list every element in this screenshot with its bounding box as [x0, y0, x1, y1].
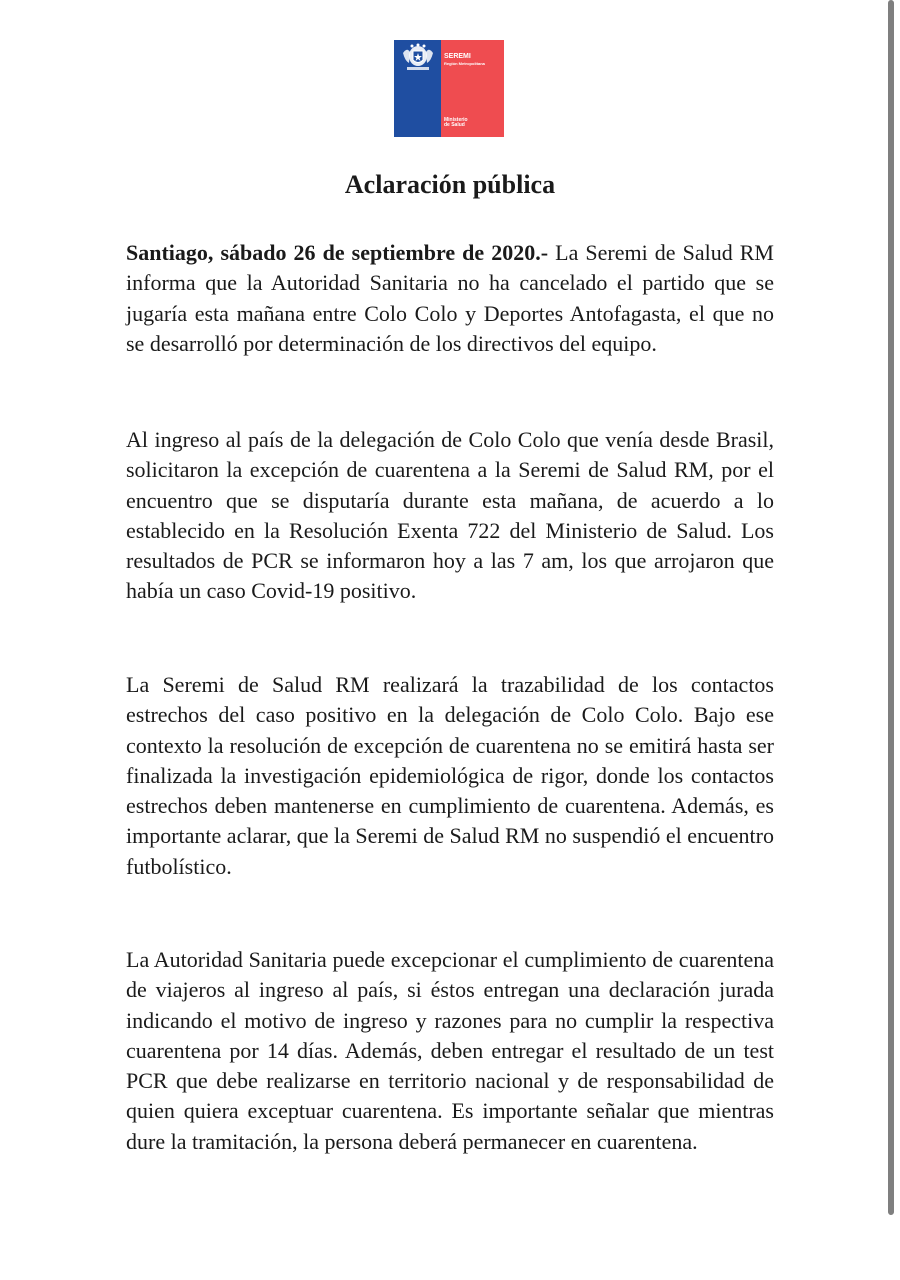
paragraph-3: La Seremi de Salud RM realizará la trazabilidad de los contactos estrechos del caso positivo en la delegación de Colo Colo. Bajo ese contexto la resolución de excepción de cuarentena no se emitirá hasta ser finalizada la investigación epidemiológica de rigor, donde los contactos estrechos deben mantenerse en cumplimiento de cuarentena. Además, es importante aclarar, que la Seremi de Salud RM no suspendió el encuentro futbolístico. [126, 672, 774, 879]
logo-ministry-line1: Ministerio [444, 117, 468, 123]
logo-region-text: Región Metropolitana [444, 61, 485, 66]
paragraph-2: Al ingreso al país de la delegación de Colo Colo que venía desde Brasil, solicitaron la excepción de cuarentena a la Seremi de Salud RM, por el encuentro que se disputaría durante esta mañana, de acuerdo a lo establecido en la Resolución Exenta 722 del Ministerio de Salud. Los resultados de PCR se informaron hoy a las 7 am, los que arrojaron que había un caso Covid-19 positivo. [126, 427, 774, 604]
logo-blue-panel [394, 40, 441, 137]
scrollbar[interactable] [888, 0, 894, 1215]
dateline: Santiago, sábado 26 de septiembre de 2020.- [126, 240, 549, 265]
coat-of-arms-icon [399, 43, 437, 75]
logo-brand-text: SEREMI [444, 53, 471, 60]
seremi-logo [394, 40, 504, 137]
document-title: Aclaración pública [344, 170, 556, 199]
logo-ministry-text [444, 118, 468, 129]
paragraph-1 [126, 238, 774, 359]
logo-ministry-line2: de Salud [444, 122, 465, 129]
paragraph-4: La Autoridad Sanitaria puede excepcionar el cumplimiento de cuarentena de viajeros al ingreso al país, si éstos entregan una declaración jurada indicando el motivo de ingreso y razones para no cumplir la respectiva cuarentena por 14 días. Además, deben entregar el resultado de un test PCR que debe realizarse en territorio nacional y de responsabilidad de quien quiera exceptuar cuarentena. Es importante señalar que mientras dure la tramitación, la persona deberá permanecer en cuarentena. [126, 947, 774, 1154]
logo-red-panel [441, 40, 504, 137]
paragraph-1-text: La Seremi de Salud RM informa que la Autoridad Sanitaria no ha cancelado el partido que se jugaría esta mañana entre Colo Colo y Deportes Antofagasta, el que no se desarrolló por determinación de los directivos del equipo. [126, 240, 774, 356]
